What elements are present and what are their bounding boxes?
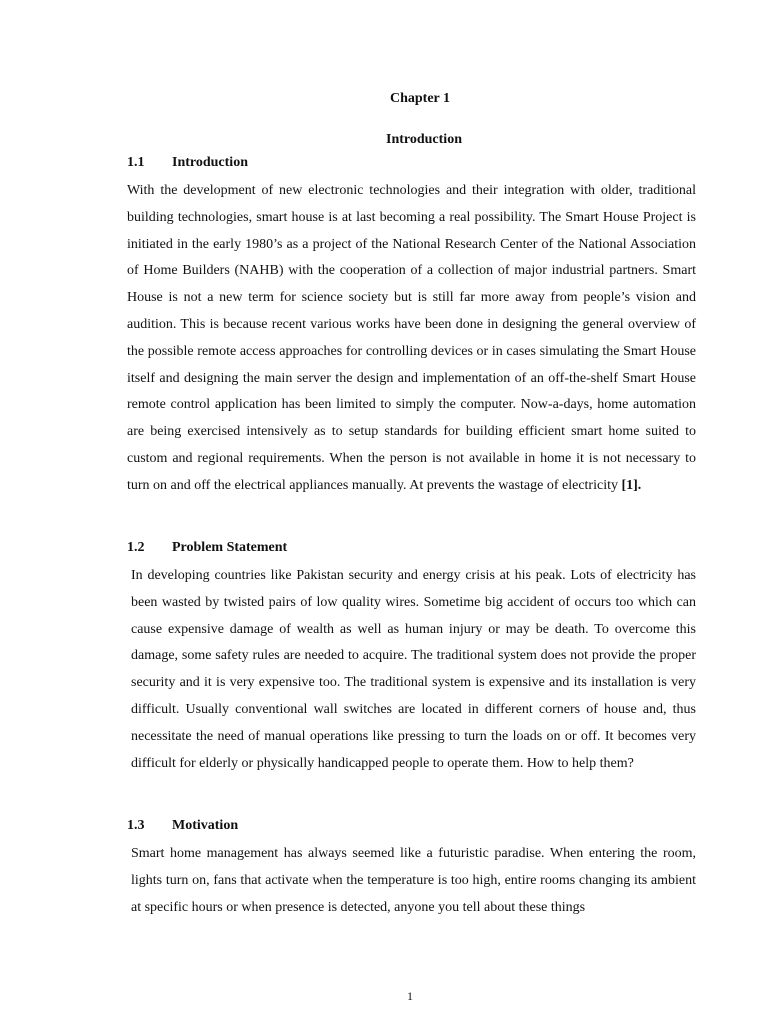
chapter-title: Introduction xyxy=(386,132,462,147)
section-number: 1.2 xyxy=(127,540,145,555)
section-heading-motivation xyxy=(127,818,238,834)
citation-reference: [1]. xyxy=(621,477,642,493)
section-heading-problem-statement xyxy=(127,540,287,556)
section-number: 1.1 xyxy=(127,155,145,170)
section-body-motivation: Smart home management has always seemed like a futuristic paradise. When entering the room, lights turn on, fans that activate when the temperature is too high, entire rooms changing its ambient at specific hours or when presence is detected, anyone you tell about these things xyxy=(131,846,696,915)
section-body-problem-statement: In developing countries like Pakistan security and energy crisis at his peak. Lots of electricity has been wasted by twisted pairs of low quality wires. Sometime big accident of occurs too which can cause expensive damage of wealth as well as human injury or may be death. To overcome this damage, some safety rules are needed to acquire. The traditional system does not provide the proper security and it is very expensive too. The traditional system is expensive and its installation is very difficult. Usually conventional wall switches are located in different corners of house and, thus necessitate the need of manual operations like pressing to turn the loads on or off. It becomes very difficult for elderly or physically handicapped people to operate them. How to help them? xyxy=(131,568,696,771)
section-body-introduction xyxy=(127,178,696,500)
section-number: 1.3 xyxy=(127,818,145,833)
section-title: Motivation xyxy=(172,818,239,833)
section-heading-introduction xyxy=(127,155,248,171)
paragraph-text: With the development of new electronic technologies and their integration with older, traditional building technologies, smart house is at last becoming a real possibility. The Smart House Project is initiated in the early 1980’s as a project of the National Research Center of the National Association of Home Builders (NAHB) with the cooperation of a collection of major industrial partners. Smart House is not a new term for science society but is still far more away from people’s vision and audition. This is because recent various works have been done in designing the general overview of the possible remote access approaches for controlling devices or in cases simulating the Smart House itself and designing the main server the design and implementation of an off-the-shelf Smart House remote control application has been limited to simply the computer. Now-a-days, home automation are being exercised intensively as to setup standards for building efficient smart home suited to custom and regional requirements. When the person is not available in home it is not necessary to turn on and off the electrical appliances manually. At prevents the wastage of electricity xyxy=(127,183,696,493)
section-title: Problem Statement xyxy=(172,540,288,555)
chapter-label: Chapter 1 xyxy=(389,91,451,106)
section-title: Introduction xyxy=(172,155,248,170)
page-number: 1 xyxy=(407,989,413,1003)
